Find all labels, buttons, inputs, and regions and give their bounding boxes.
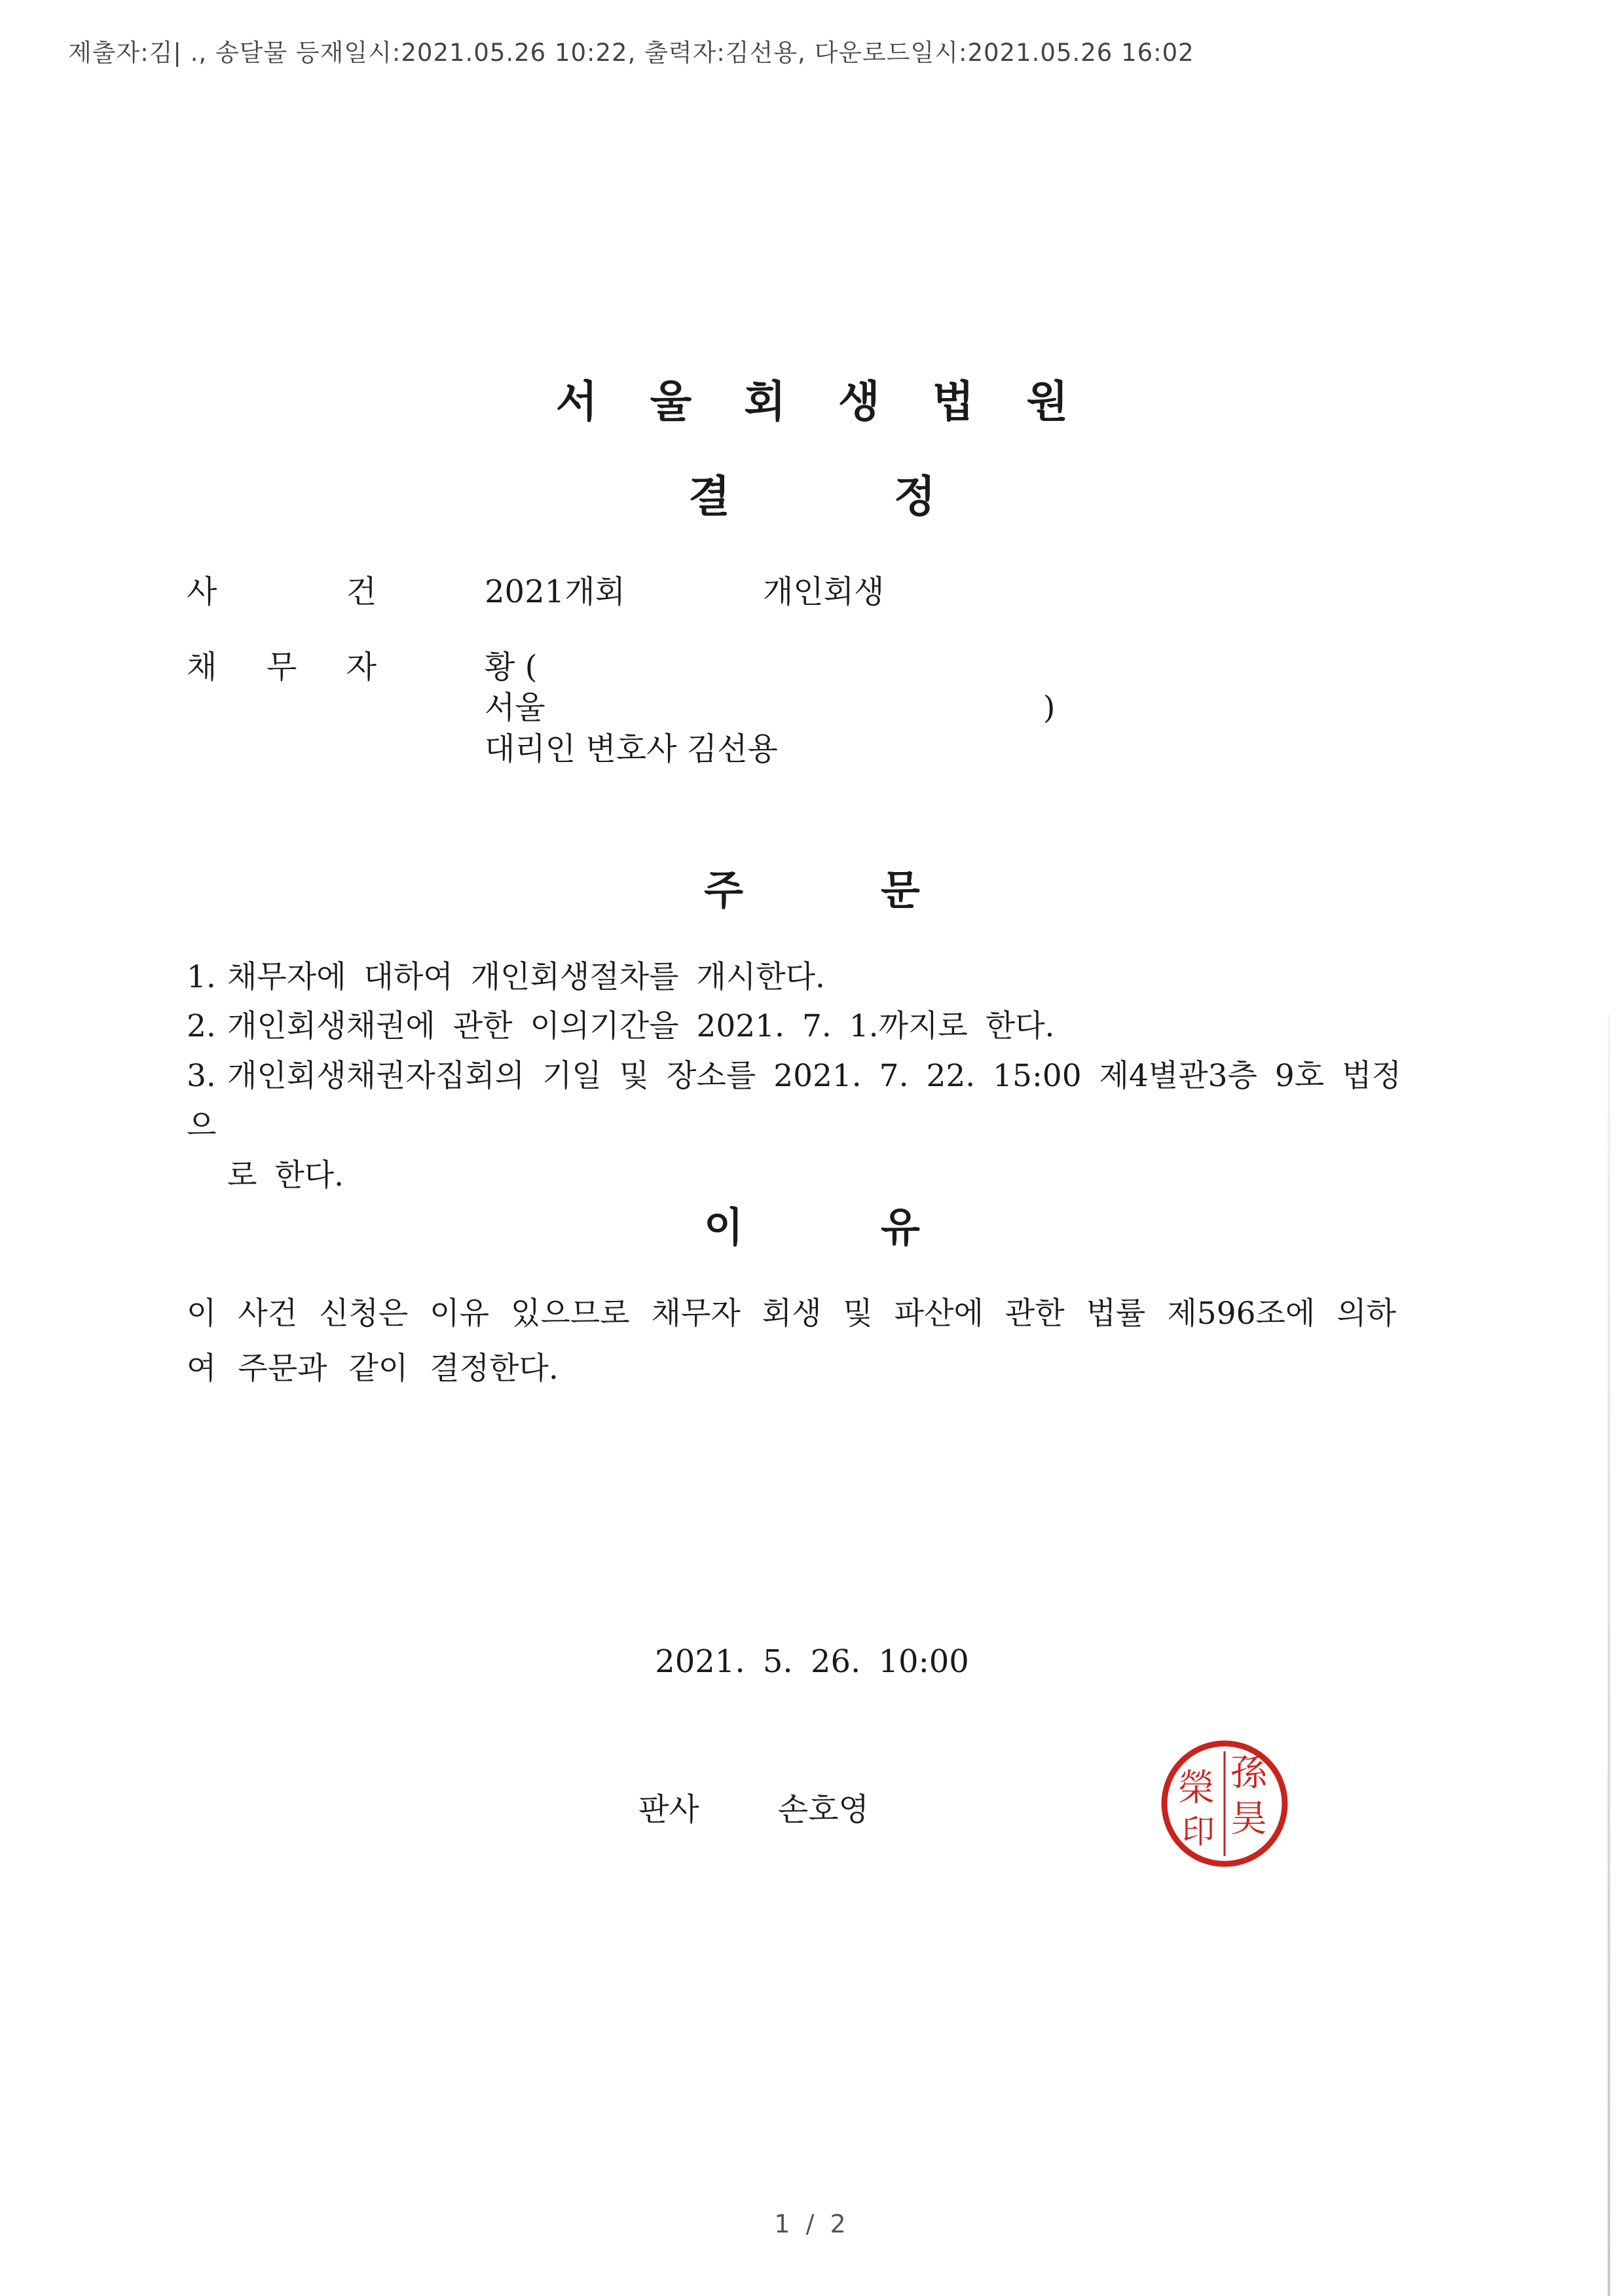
order-item-text: 개인회생채권에 관한 이의기간을 2021. 7. 1.까지로 한다. (227, 1008, 1055, 1044)
page-number: 1 / 2 (774, 2210, 850, 2238)
judge-signature-line (638, 1784, 869, 1829)
reason-text: 이 사건 신청은 이유 있으므로 채무자 회생 및 파산에 관한 법률 제596조에 의하여 주문과 같이 결정한다. (187, 1296, 1397, 1387)
order-item-text: 채무자에 대하여 개인회생절차를 개시한다. (227, 959, 825, 995)
order-title: 주문 (704, 866, 1058, 914)
judge-seal (1159, 1738, 1290, 1869)
order-item-number: 2. (187, 1008, 216, 1044)
debtor-address (485, 682, 1055, 727)
case-number: 2021개회 (485, 574, 625, 610)
debtor-label-char: 채 (187, 649, 217, 685)
order-item (187, 1002, 1418, 1051)
order-item-text: 개인회생채권자집회의 기일 및 장소를 2021. 7. 22. 15:00 제4별관3층 9호 법정으 (187, 1058, 1401, 1144)
decision-date: 2021. 5. 26. 10:00 (655, 1643, 969, 1680)
debtor-name: 황 ( (485, 649, 538, 685)
reason-title: 이유 (704, 1203, 1058, 1251)
order-item-number: 1. (187, 959, 216, 995)
order-item (187, 953, 1418, 1002)
seal-text: 孫 昊 榮 印 (1177, 1752, 1267, 1851)
order-item (187, 1051, 1418, 1201)
address-close: ) (1043, 689, 1056, 726)
debtor-label-char: 자 (346, 649, 377, 685)
order-item-continuation: 로 한다. (227, 1157, 344, 1194)
address-city: 서울 (485, 689, 545, 726)
case-label-char: 건 (346, 574, 377, 610)
judge-title: 판사 (638, 1791, 699, 1828)
submission-header: 제출자:김| ., 송달물 등재일시:2021.05.26 10:22, 출력자:김선용, 다운로드일시:2021.05.26 16:02 (68, 39, 1194, 67)
document-type: 결정 (688, 471, 1099, 522)
case-type: 개인회생 (762, 574, 885, 610)
redacted-address (545, 708, 1043, 712)
debtor-label-char: 무 (266, 649, 297, 685)
judge-name: 손호영 (777, 1791, 869, 1828)
scan-shadow-edge (1608, 1015, 1610, 2296)
case-label-char: 사 (187, 574, 217, 610)
order-item-number: 3. (187, 1058, 216, 1094)
case-label (187, 566, 377, 611)
court-name: 서울회생법원 (555, 376, 1121, 427)
debtor-agent: 대리인 변호사 김선용 (485, 731, 778, 767)
debtor-label (187, 642, 377, 687)
case-value (485, 566, 884, 611)
